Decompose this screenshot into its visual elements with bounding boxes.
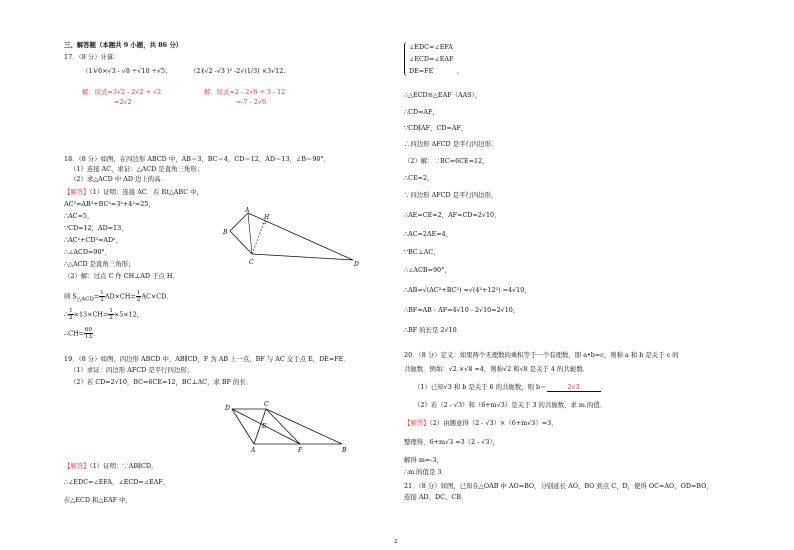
proof-line-1: ∴△ECD≌△EAF（AAS），: [404, 91, 482, 99]
point-label-b: B: [223, 229, 228, 236]
q17-part2-label: （2）: [190, 67, 207, 75]
q19-step1: （1）证明：∵AB∥CD，: [89, 462, 158, 470]
system-condition-1: ∠EDC=∠EFA: [409, 43, 453, 51]
section-title: 三、解答题（本题共 9 小题，共 86 分）: [64, 41, 183, 49]
proof-line-11: ∴∠ACB=90°，: [404, 266, 451, 274]
point-label-a: A: [251, 447, 256, 454]
fraction-60-13: $\frac{60}{13}$: [84, 327, 93, 340]
point-label-c: C: [264, 401, 269, 408]
fraction-half: $\frac{1}{2}$: [109, 308, 113, 321]
system-condition-2: ∠ECD=∠EAF: [409, 55, 454, 63]
q18-part1: （1）连接 AC，求证：△ACD 是直角三角形；: [70, 165, 204, 173]
proof-line-12: ∴AB=√(AC²+BC²) =√(4²+12²) =4√10，: [404, 286, 531, 294]
q17-header: 17．（8 分）计算：: [64, 53, 120, 61]
system-condition-3: DE=FE: [409, 67, 434, 75]
proof-line-9: ∴AC=2AE=4，: [404, 230, 453, 238]
fraction-half: $\frac{1}{2}$: [100, 290, 104, 303]
q17-solution2-line1: 解：原式=2 - 2√6 + 3 - 12: [204, 88, 286, 96]
q19-step2: ∴∠EDC=∠EFA，∠ECD=∠EAF，: [64, 478, 170, 486]
q18-step3: ∴AC=5，: [64, 212, 94, 220]
q20-part2: （2）若（2 - √3）和（6+m√3）是关于 3 的共轭数，求 m 的值．: [414, 401, 607, 409]
proof-line-7: ∵四边形 AFCD 是平行四边形，: [404, 191, 498, 199]
q18-area-equation: 则 S△ACD= $\frac{1}{2}$ AD×CH= $\frac{1}{2}$ AC×CD．: [64, 290, 173, 303]
q19-part1: （1）求证：四边形 AFCD 是平行四边形；: [70, 366, 194, 374]
q20-answer-line4: ∴m 的值是 3．: [404, 468, 448, 476]
q19-answer-tag: 【解答】: [64, 462, 90, 470]
system-comma: ，: [457, 67, 464, 75]
q17-part1-label: （1）: [82, 67, 99, 75]
point-label-d: D: [225, 405, 230, 412]
q21-line2: 连接 AD、DC、CB．: [404, 493, 468, 501]
q18-area-substitution: ∴ $\frac{1}{2}$ ×13×CH= $\frac{1}{2}$ ×5×12，: [64, 308, 144, 321]
proof-line-13: ∴BF=AB - AF=4√10 - 2√10=2√10，: [404, 306, 520, 314]
q19-trapezoid-figure: [220, 400, 350, 456]
point-label-e: E: [262, 423, 267, 430]
fraction-half: $\frac{1}{2}$: [69, 308, 73, 321]
proof-line-3: ∵CD∥AF，CD=AF，: [404, 124, 468, 132]
q20-answer-tag: 【解答】: [404, 419, 430, 427]
q20-part1-text: （1）已知√3 和 b 是关于 6 的共轭数，则 b＝: [414, 383, 547, 391]
q18-quadrilateral-figure: [218, 205, 363, 271]
q20-part1-answer: 2√3: [547, 383, 601, 392]
proof-line-2: ∴CD=AF，: [404, 108, 439, 116]
q18-step7: ∴△ACD 是直角三角形；: [64, 260, 135, 268]
q18-step2: AC²=AB²+BC²=3²+4²=25，: [64, 200, 155, 208]
proof-line-5: （2）解：∵BC=6CE=12，: [404, 157, 489, 165]
proof-line-6: ∴CE=2，: [404, 174, 434, 182]
q20-answer-line1: （2）由题意得（2 - √3）×（6+m√3）=3，: [429, 419, 558, 427]
proof-line-10: ∵BC⊥AC，: [404, 248, 440, 256]
q20-answer-line2: 整理得，6+m√3 =3（2 - √3），: [404, 438, 500, 446]
q18-step1: （1）证明：连接 AC．在 Rt△ABC 中，: [89, 188, 203, 196]
proof-line-14: ∴BF 的长是 2√10．: [404, 326, 464, 334]
q19-step3: 在△ECD 和△EAF 中，: [64, 496, 132, 504]
q20-answer-line3: 解得 m=-3，: [404, 456, 443, 464]
point-label-a: A: [245, 207, 250, 214]
q18-step6: ∴∠ACD=90°，: [64, 248, 112, 256]
fraction-half: $\frac{1}{2}$: [136, 290, 141, 303]
q18-part2: （2）求△ACD 中 AD 边上的高．: [70, 175, 167, 183]
q17-solution1-line2: =2√2: [114, 98, 132, 106]
equation-system-brace: [404, 42, 408, 76]
point-label-b: B: [342, 447, 347, 454]
q21-header: 21．（8 分）如图，已知在△OAB 中 AO=BO，分别延长 AO、BO 到点 C、D，使得 OC=AO，OD=BO，: [404, 482, 713, 490]
q17-solution2-line2: =-7 - 2√6: [236, 98, 267, 106]
q20-header: 20．（8 分）定义：如果两个无理数的乘积等于一个有理数，即 a•b=c，则称 a 和 b 是关于 c 的: [404, 351, 679, 359]
q19-header: 19．（8 分）如图，四边形 ABCD 中，AB∥CD，F 为 AB 上一点，BF 与 AC 交于点 E，DE=FE．: [64, 355, 350, 363]
point-label-h: H: [264, 214, 270, 221]
q18-step8: （2）解：过点 C 作 CH⊥AD 于点 H．: [64, 272, 179, 280]
point-label-c: C: [249, 259, 254, 266]
q18-ch-result: ∴CH= $\frac{60}{13}$ ．: [64, 327, 100, 340]
proof-line-8: ∴AE=CE=2，AF=CD=2√10，: [404, 211, 501, 219]
q18-header: 18．（8 分）如图，在四边形 ABCD 中，AB＝3，BC＝4，CD＝12，AD＝13，∠B＝90°．: [64, 155, 331, 163]
q18-answer-tag: 【解答】: [64, 188, 90, 196]
q17-solution1-line1: 解：原式=3√2 - 2√2 + √2: [82, 88, 162, 96]
q19-part2: （2）若 CD=2√10，BC=6CE=12，BC⊥AC，求 BF 的长．: [70, 378, 253, 386]
page-number: 2: [394, 539, 398, 545]
point-label-d: D: [354, 261, 359, 268]
q17-part1-expr: √6×√3 - √8 ÷√10 ÷√5；: [94, 67, 172, 75]
point-label-f: F: [298, 447, 303, 454]
q18-step4: ∵CD=12，AD=13，: [64, 224, 128, 232]
q20-header-line2: 共轭数．例如：√2 ×√8 =4，则称√2 和√8 是关于 4 的共轭数．: [404, 365, 590, 373]
q17-part2-expr: (√2 -√3 )² -2√(1/3) ×3√12.: [202, 67, 286, 75]
q18-step5: ∴AC²+CD²=AD²，: [64, 236, 123, 244]
proof-line-4: ∴四边形 AFCD 是平行四边形．: [404, 140, 498, 148]
